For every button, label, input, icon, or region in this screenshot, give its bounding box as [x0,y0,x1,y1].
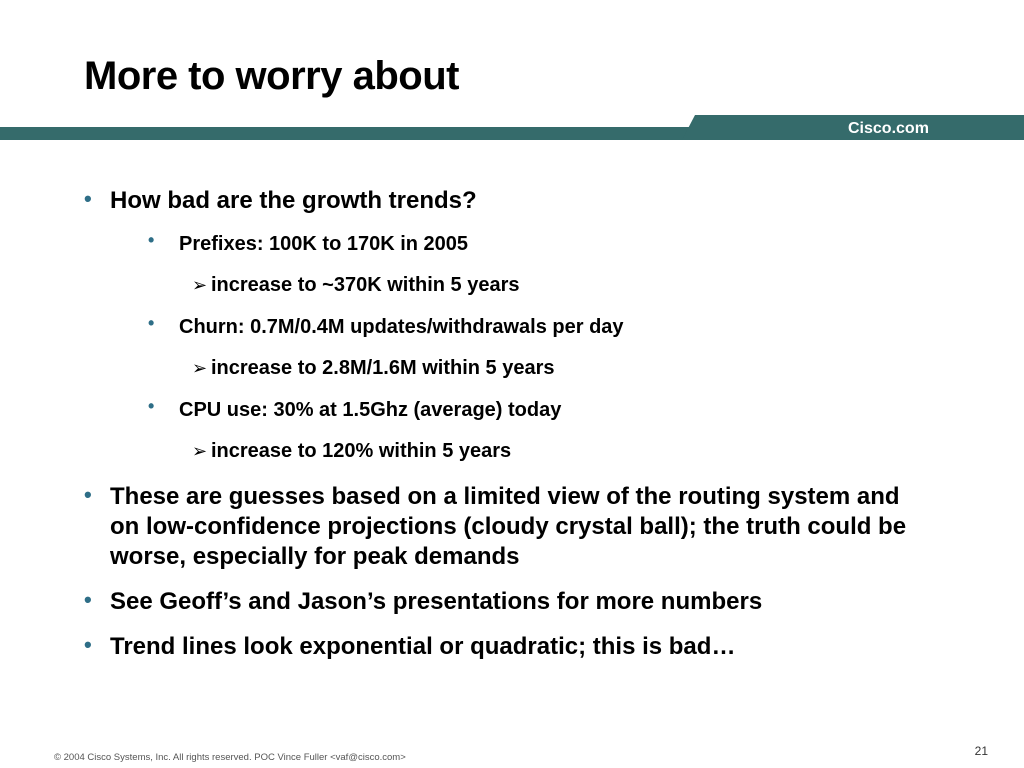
note-prefixes [192,272,520,298]
sub-bullet-marker: • [148,396,155,416]
sub-bullet-prefixes: Prefixes: 100K to 170K in 2005 [179,233,469,255]
bullet-marker: • [84,482,92,507]
note-churn-text: increase to 2.8M/1.6M within 5 years [211,357,555,379]
bullet-trend-lines: Trend lines look exponential or quadratic; this is bad… [110,633,736,660]
sub-bullet-churn: Churn: 0.7M/0.4M updates/withdrawals per day [179,316,624,338]
bullet-marker: • [84,632,92,657]
brand-label: Cisco.com [848,120,929,137]
bullet-growth-trends: How bad are the growth trends? [110,187,477,214]
note-cpu-text: increase to 120% within 5 years [211,440,512,462]
note-prefixes-text: increase to ~370K within 5 years [211,274,520,296]
page-number: 21 [974,744,988,758]
sub-bullet-marker: • [148,230,155,250]
footer-copyright: © 2004 Cisco Systems, Inc. All rights reserved. POC Vince Fuller <vaf@cisco.com> [54,752,406,763]
bullet-marker: • [84,186,92,211]
bullet-guesses: These are guesses based on a limited view of the routing system and on low-confidence projections (cloudy crystal ball); the truth could be worse, especially for peak demands [110,483,907,570]
note-churn [192,355,554,381]
arrow-icon: ➢ [192,441,208,461]
arrow-icon: ➢ [192,358,208,378]
bullet-marker: • [84,587,92,612]
note-cpu [192,438,511,464]
arrow-icon: ➢ [192,275,208,295]
sub-bullet-cpu: CPU use: 30% at 1.5Ghz (average) today [179,399,562,421]
bullet-presentations: See Geoff’s and Jason’s presentations for more numbers [110,588,763,615]
slide-title: More to worry about [84,54,459,98]
sub-bullet-marker: • [148,313,155,333]
